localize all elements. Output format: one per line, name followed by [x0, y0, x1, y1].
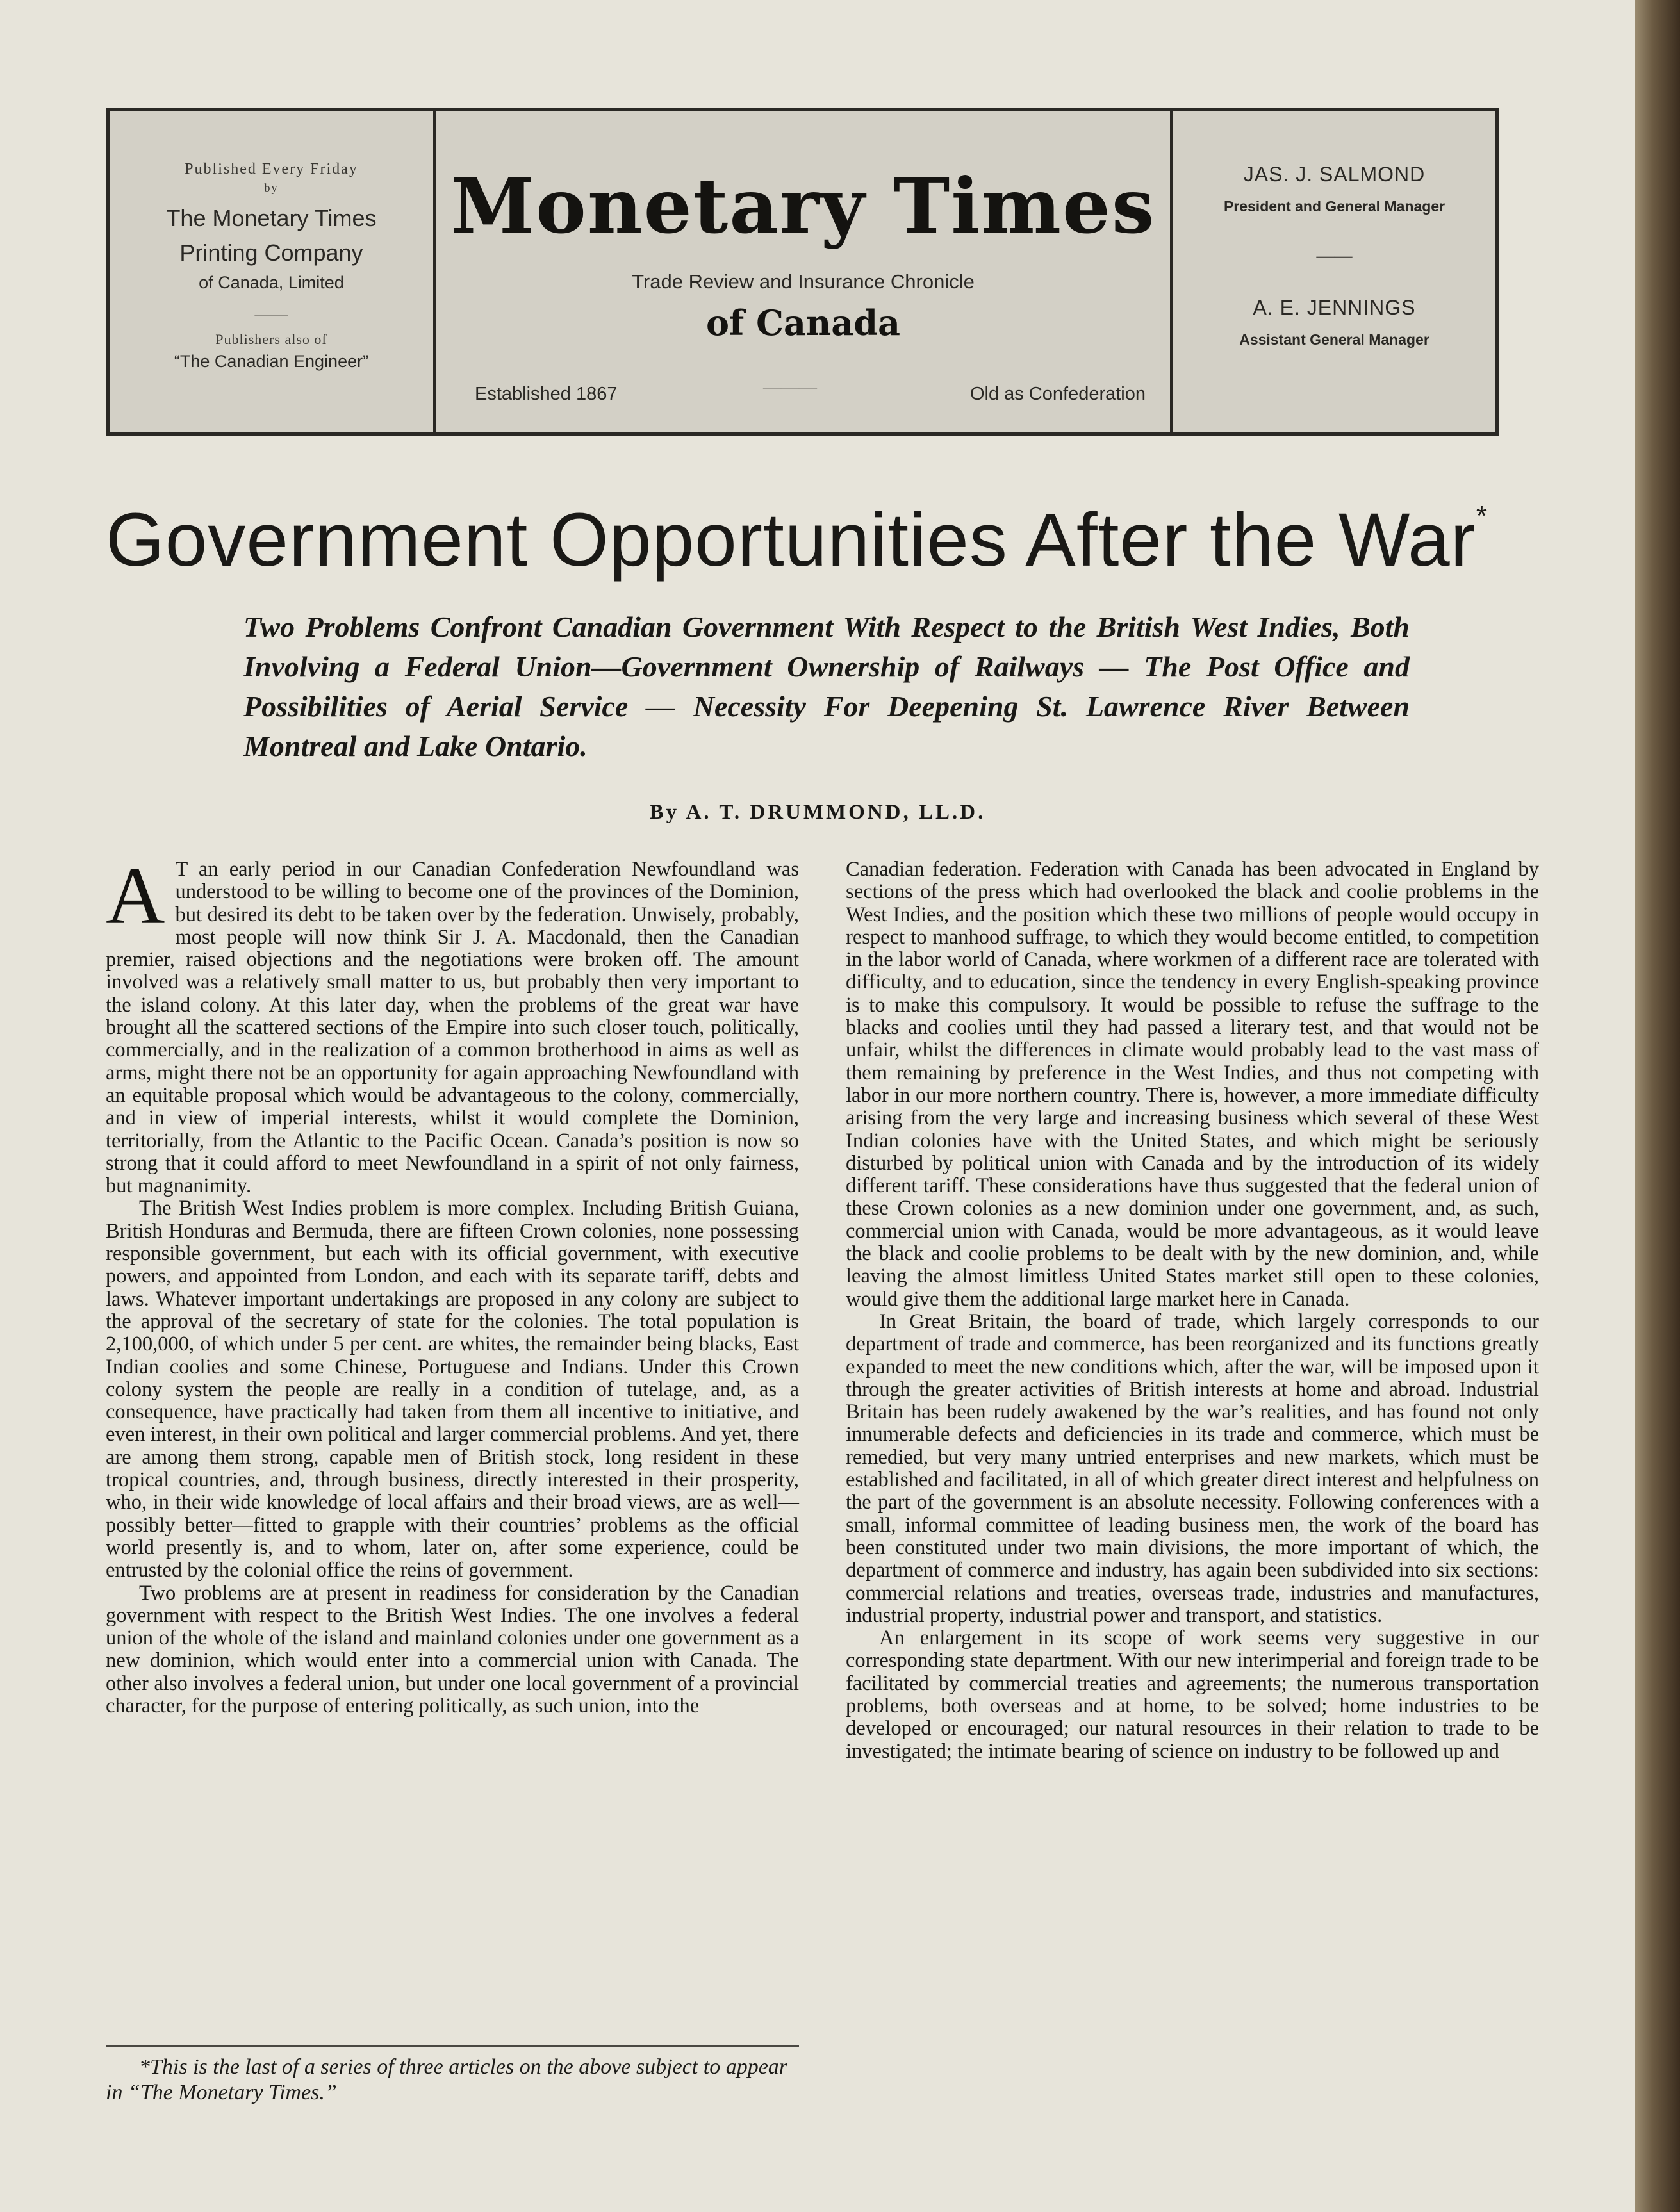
headline-footnote-mark: * — [1476, 500, 1488, 532]
paragraph: The British West Indies problem is more complex. Including British Guiana, British Honduras and Bermuda, there are fifteen Crown colonies, none possessing responsible government, but each with its official government, with executive powers, and appointed from London, and each with its separate tariff, debts and laws. Whatever important undertakings are proposed in any colony are subject to the approval of the secretary of state for the colonies. The total population is 2,100,000, of which under 5 per cent. are whites, the remainder being blacks, East Indian coolies and some Chinese, Portuguese and Indians. Under this Crown colony system the people are really in a condition of tutelage, and, as a consequence, have practically had taken from them all incentive to initiative, and even interest, in their own political and larger commercial problems. And yet, there are among them strong, capable men of British stock, long resident in these tropical countries, and, through business, directly interested in their prosperity, who, in their wide knowledge of local affairs and their broad views, are as well—possibly better—fitted to grapple with their countries’ problems as the official world presently is, and to whom, later on, after some experience, could be entrusted by the colonial office the reins of government. — [106, 1197, 799, 1582]
publishers-also: Publishers also of — [215, 331, 327, 347]
old-as-confederation: Old as Confederation — [969, 384, 1146, 404]
canadian-engineer: “The Canadian Engineer” — [174, 352, 369, 371]
left-divider: —— — [254, 304, 288, 323]
drop-cap: A — [106, 850, 165, 941]
right-divider: —— — [1316, 246, 1353, 266]
article-headline — [106, 496, 1515, 584]
assistant-manager-role: Assistant General Manager — [1239, 331, 1429, 348]
assistant-manager-name: A. E. JENNINGS — [1253, 296, 1416, 319]
paragraph — [106, 850, 799, 1198]
president-name: JAS. J. SALMOND — [1243, 163, 1426, 186]
paragraph: Two problems are at present in readiness for consideration by the Canadian government with respect to the British West Indies. The one involves a federal union of the whole of the island and mainland colonies under one government as a new dominion, which would enter into a commercial union with Canada. The other also involves a federal union, but under one local government of a provincial character, for the purpose of entering politically, as such union, into the — [106, 1581, 799, 1717]
masthead-of-canada: of Canada — [705, 302, 900, 343]
center-divider: ——— — [763, 378, 817, 398]
footnote — [106, 2045, 799, 2106]
masthead — [106, 108, 1499, 436]
masthead-officers-panel — [1173, 111, 1495, 432]
paragraph-text: T an early period in our Canadian Confederation Newfoundland was understood to be willing to become one of the provinces of the Dominion, but desired its debt to be taken over by the federation. Unwisely, probably, most people will now think Sir J. A. Macdonald, then the Canadian premier, raised objections and the negotiations were broken off. The amount involved was a relatively small matter to us, but probably then very important to the island colony. At this later day, when the problems of the great war have brought all the scattered sections of the Empire into such closer touch, politically, commercially, and in the realization of a common brotherhood in aims as well as arms, might there not be an opportunity for again approaching Newfoundland with an equitable proposal which would be advantageous to the colony, commercially, and in view of imperial interests, whilst it would complete the Dominion, territorially, from the Atlantic to the Pacific Ocean. Canada’s position is now so strong that it could afford to meet Newfoundland in a spirit of not only fairness, but magnanimity. — [106, 858, 799, 1198]
published-by: by — [264, 181, 279, 194]
article-deck: Two Problems Confront Canadian Government With Respect to the British West Indies, Both Involving a Federal Union—Government Ownership of Railways — The Post Office and Possibilities of Aerial Service — Necessity For Deepening St. Lawrence River Between Montreal and Lake Ontario. — [243, 610, 1410, 762]
masthead-title-panel — [436, 111, 1173, 432]
company-line-2: Printing Company — [179, 240, 363, 266]
book-spine-edge — [1635, 0, 1680, 2212]
company-line-3: of Canada, Limited — [199, 273, 344, 292]
paragraph: In Great Britain, the board of trade, which largely corresponds to our department of trade and commerce, has been reorganized and its functions greatly expanded to meet the new conditions which, after the war, will be imposed upon it through the greater activities of British interests at home and abroad. Industrial Britain has been rudely awakened by the war’s realities, and has found not only innumerable defects and deficiencies in its trade and commerce, which must be remedied, but very many untried enterprises and new markets, which must be established and facilitated, in all of which greater direct interest and helpfulness on the part of the government is an absolute necessity. Following conferences with a small, informal committee of leading business men, the work of the board has been constituted under two main divisions, the more important of which, the department of commerce and industry, has again been subdivided into six sections: commercial relations and treaties, overseas trade, industries and manufactures, industrial property, industrial power and transport, and statistics. — [846, 1309, 1539, 1627]
paragraph: An enlargement in its scope of work seems very suggestive in our corresponding state department. With our new interimperial and foreign trade to be facilitated by commercial treaties and agreements; the numerous transportation problems, both overseas and at home, to be solved; home industries to be developed or encouraged; our natural resources in their relation to trade to be investigated; the intimate bearing of science on industry to be followed up and — [846, 1626, 1539, 1763]
footnote-text: *This is the last of a series of three articles on the above subject to appear in “The Monetary Times.” — [106, 2055, 788, 2104]
president-role: President and General Manager — [1223, 198, 1445, 215]
paragraph: Canadian federation. Federation with Canada has been advocated in England by sections of the press which had overlooked the black and coolie problems in the West Indies, and the position which these two millions of people would occupy in respect to manhood suffrage, to which they would become entitled, to competition in the labor world of Canada, where workmen of a different race are tolerated with difficulty, and to education, since the tendency in every English-speaking province is to make this compulsory. It would be possible to refuse the suffrage to the blacks and coolies until they had passed a literary test, and that would not be unfair, whilst the differences in climate would probably lead to the vast mass of them remaining by preference in the West Indies, and thus not competing with labor in our more northern country. There is, however, a more immediate difficulty arising from the very large and increasing business which several of these West Indian colonies have with the United States, and which might be seriously disturbed by political union with Canada and by the introduction of its widely different tariff. These considerations have thus suggested that the federal union of these Crown colonies as a new dominion under one government, and, as such, commercial union with Canada, would be more advantageous, as it would leave the black and coolie problems to be dealt with by the new dominion, and, while leaving the almost limitless United States market still open to these colonies, would give them the additional large market here in Canada. — [846, 858, 1539, 1311]
byline: By A. T. DRUMMOND, LL.D. — [649, 801, 986, 824]
published-every-friday: Published Every Friday — [185, 161, 358, 177]
left-column — [106, 850, 799, 1717]
masthead-publisher-panel — [110, 111, 436, 432]
masthead-subtitle: Trade Review and Insurance Chronicle — [632, 270, 975, 293]
right-column — [846, 858, 1539, 1763]
headline-text: Government Opportunities After the War — [106, 498, 1476, 582]
company-line-1: The Monetary Times — [166, 205, 377, 231]
established: Established 1867 — [475, 384, 618, 404]
masthead-title: Monetary Times — [450, 161, 1156, 250]
